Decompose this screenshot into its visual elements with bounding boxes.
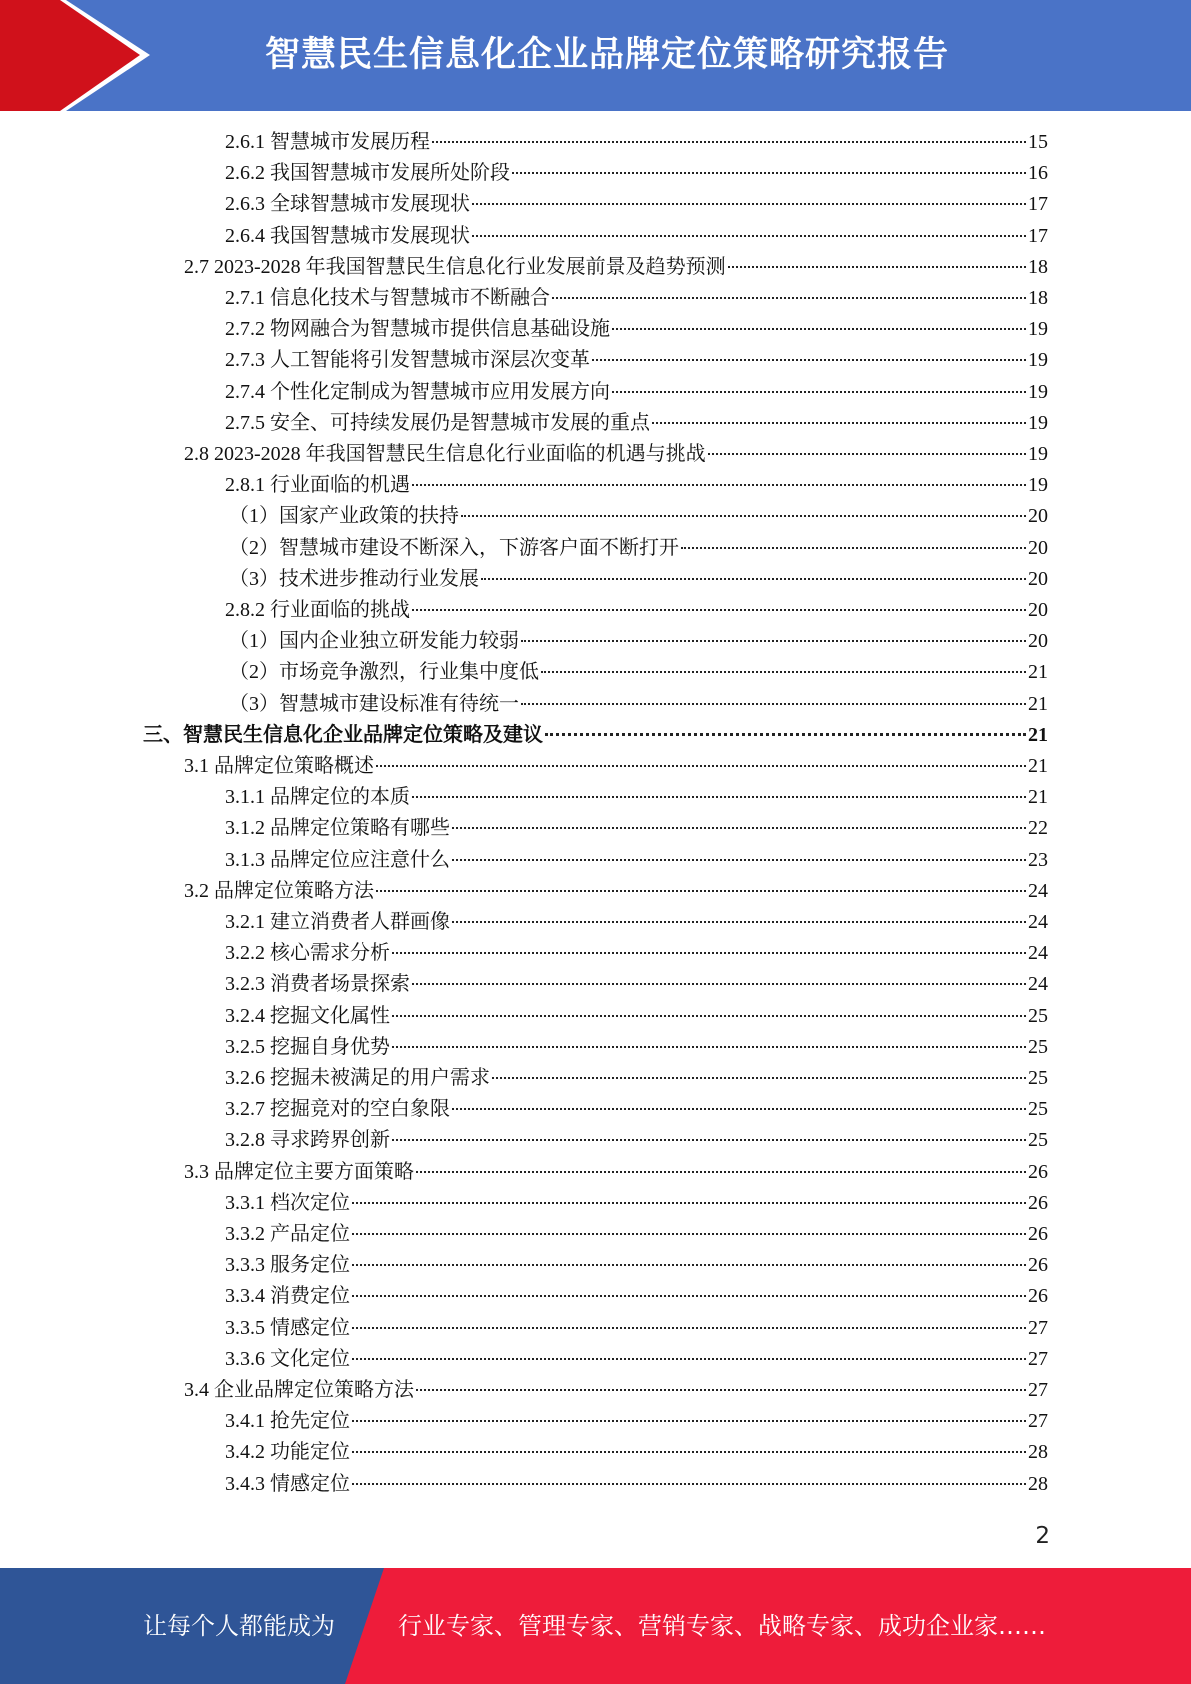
toc-entry[interactable] [229,657,1048,688]
toc-entry-title: （1）国内企业独立研发能力较弱 [229,630,519,653]
page-footer [0,1568,1191,1684]
toc-entry[interactable] [225,221,1048,252]
toc-entry-page: 20 [1028,630,1048,653]
toc-dot-leader [352,1202,1026,1204]
toc-entry-page: 25 [1028,1035,1048,1058]
toc-entry[interactable] [225,1001,1048,1032]
toc-entry[interactable] [225,408,1048,439]
toc-entry-page: 19 [1028,318,1048,341]
toc-dot-leader [392,952,1026,954]
toc-dot-leader [708,453,1026,455]
toc-entry-title: 三、智慧民生信息化企业品牌定位策略及建议 [143,723,543,746]
toc-entry-page: 25 [1028,1067,1048,1089]
toc-entry-title: 3.2.4 挖掘文化属性 [225,1004,390,1027]
toc-entry-page: 15 [1028,131,1048,153]
toc-entry-page: 18 [1028,287,1048,309]
toc-entry[interactable] [225,1313,1048,1344]
toc-dot-leader [545,733,1026,736]
toc-dot-leader [452,1108,1026,1110]
toc-dot-leader [352,1295,1026,1297]
toc-entry-title: （2）市场竞争激烈，行业集中度低 [229,661,539,684]
toc-entry[interactable] [225,845,1048,876]
toc-entry-page: 26 [1028,1285,1048,1308]
toc-entry[interactable] [229,689,1048,720]
toc-entry-page: 26 [1028,1223,1048,1245]
toc-dot-leader [452,827,1026,829]
toc-entry-title: 3.4 企业品牌定位策略方法 [184,1379,414,1401]
toc-dot-leader [521,703,1026,705]
toc-entry-title: 2.8.1 行业面临的机遇 [225,474,410,497]
toc-dot-leader [521,640,1026,642]
toc-dot-leader [412,796,1026,798]
toc-entry-page: 21 [1028,723,1048,746]
toc-entry-title: 3.2.3 消费者场景探索 [225,973,410,996]
toc-entry[interactable] [225,470,1048,501]
toc-dot-leader [392,1046,1026,1048]
toc-entry-page: 20 [1028,599,1048,621]
toc-entry[interactable] [225,127,1048,158]
toc-entry-page: 17 [1028,193,1048,216]
toc-dot-leader [552,297,1026,299]
toc-entry-page: 25 [1028,1098,1048,1121]
toc-entry-title: 3.3.3 服务定位 [225,1254,350,1277]
toc-entry-page: 21 [1028,661,1048,684]
toc-entry[interactable] [229,533,1048,564]
toc-entry-page: 20 [1028,505,1048,528]
toc-entry-title: 3.2.5 挖掘自身优势 [225,1035,390,1058]
toc-entry[interactable] [184,876,1048,907]
toc-entry-page: 19 [1028,443,1048,465]
toc-dot-leader [481,578,1026,580]
toc-entry[interactable] [225,1281,1048,1312]
toc-entry[interactable] [225,1469,1048,1500]
toc-entry-page: 27 [1028,1410,1048,1433]
toc-entry-title: 3.3.6 文化定位 [225,1347,350,1370]
toc-entry[interactable] [229,626,1048,657]
toc-entry-page: 18 [1028,255,1048,278]
toc-entry-page: 22 [1028,817,1048,840]
toc-entry-title: 3.2.1 建立消费者人群画像 [225,911,450,933]
toc-entry[interactable] [184,751,1048,782]
toc-entry[interactable] [225,813,1048,844]
toc-entry[interactable] [225,1032,1048,1063]
toc-entry[interactable] [225,938,1048,969]
toc-entry[interactable] [184,1157,1048,1188]
toc-dot-leader [352,1233,1026,1235]
toc-entry[interactable] [143,720,1048,751]
toc-entry-title: 3.3.5 情感定位 [225,1316,350,1339]
toc-dot-leader [376,765,1026,767]
toc-entry-page: 19 [1028,349,1048,372]
toc-entry[interactable] [225,158,1048,189]
toc-entry-title: 3.1.2 品牌定位策略有哪些 [225,817,450,840]
toc-entry-title: 3.1 品牌定位策略概述 [184,755,374,777]
toc-entry[interactable] [225,377,1048,408]
toc-entry-page: 27 [1028,1347,1048,1370]
toc-dot-leader [392,1015,1026,1017]
toc-entry[interactable] [225,1406,1048,1437]
toc-entry-page: 21 [1028,692,1048,715]
toc-dot-leader [681,547,1026,549]
toc-dot-leader [352,1358,1026,1360]
toc-entry-page: 19 [1028,380,1048,403]
toc-dot-leader [452,921,1026,923]
toc-entry[interactable] [225,1125,1048,1156]
page-header [0,0,1191,111]
toc-entry-page: 20 [1028,536,1048,559]
toc-entry-title: 2.6.3 全球智慧城市发展现状 [225,193,470,216]
toc-entry-page: 24 [1028,942,1048,965]
toc-entry[interactable] [229,501,1048,532]
toc-entry-title: 2.8 2023-2028 年我国智慧民生信息化行业面临的机遇与挑战 [184,443,706,465]
toc-entry-title: 2.7.5 安全、可持续发展仍是智慧城市发展的重点 [225,411,650,434]
toc-dot-leader [592,359,1026,361]
toc-entry-page: 27 [1028,1379,1048,1401]
toc-entry[interactable] [225,1344,1048,1375]
toc-dot-leader [416,1171,1026,1173]
toc-entry[interactable] [225,283,1048,314]
toc-entry-page: 27 [1028,1316,1048,1339]
toc-entry-page: 23 [1028,848,1048,871]
toc-entry-page: 28 [1028,1441,1048,1464]
toc-entry[interactable] [184,252,1048,283]
toc-dot-leader [352,1327,1026,1329]
toc-dot-leader [541,671,1026,673]
toc-dot-leader [612,391,1026,393]
toc-entry[interactable] [184,1375,1048,1406]
toc-entry[interactable] [225,1250,1048,1281]
header-title: 智慧民生信息化企业品牌定位策略研究报告 [265,35,950,75]
toc-entry-title: 2.7.1 信息化技术与智慧城市不断融合 [225,287,550,309]
footer-slogan-right: 行业专家、管理专家、营销专家、战略专家、成功企业家…… [398,1612,1046,1640]
toc-entry[interactable] [229,564,1048,595]
toc-entry-title: 3.1.1 品牌定位的本质 [225,786,410,809]
toc-entry-page: 17 [1028,224,1048,247]
toc-entry-title: 3.2 品牌定位策略方法 [184,879,374,902]
toc-dot-leader [461,515,1026,517]
toc-entry[interactable] [225,1063,1048,1094]
toc-dot-leader [652,422,1026,424]
toc-dot-leader [376,890,1026,892]
toc-entry-title: 3.2.2 核心需求分析 [225,942,390,965]
toc-entry-title: （1）国家产业政策的扶持 [229,505,459,528]
toc-dot-leader [352,1420,1026,1422]
toc-entry-page: 20 [1028,567,1048,590]
toc-entry-page: 26 [1028,1160,1048,1183]
toc-entry-title: 3.3.2 产品定位 [225,1223,350,1245]
toc-entry-title: 3.2.8 寻求跨界创新 [225,1129,390,1152]
toc-dot-leader [432,141,1026,143]
toc-entry[interactable] [225,907,1048,938]
toc-entry[interactable] [184,439,1048,470]
toc-entry-title: 3.3.4 消费定位 [225,1285,350,1308]
toc-entry-page: 16 [1028,162,1048,185]
toc-entry-page: 24 [1028,911,1048,933]
toc-entry-title: 2.7.2 物网融合为智慧城市提供信息基础设施 [225,318,610,341]
toc-entry-page: 21 [1028,755,1048,777]
toc-dot-leader [352,1483,1026,1485]
toc-entry-title: （2）智慧城市建设不断深入，下游客户面不断打开 [229,536,679,559]
toc-dot-leader [472,235,1026,237]
toc-dot-leader [412,983,1026,985]
toc-entry[interactable] [225,782,1048,813]
toc-entry[interactable] [225,189,1048,220]
toc-entry-title: 2.7.3 人工智能将引发智慧城市深层次变革 [225,349,590,372]
toc-entry-title: 3.2.6 挖掘未被满足的用户需求 [225,1067,490,1089]
toc-entry-page: 26 [1028,1254,1048,1277]
toc-dot-leader [412,609,1026,611]
toc-entry-title: 2.7.4 个性化定制成为智慧城市应用发展方向 [225,380,610,403]
toc-entry-title: 2.6.2 我国智慧城市发展所处阶段 [225,162,510,185]
toc-entry-title: 3.4.2 功能定位 [225,1441,350,1464]
toc-entry[interactable] [225,1188,1048,1219]
toc-entry-title: 2.6.4 我国智慧城市发展现状 [225,224,470,247]
toc-entry[interactable] [225,595,1048,626]
page-number: 2 [1035,1523,1050,1549]
toc-entry-title: 3.4.1 抢先定位 [225,1410,350,1433]
toc-dot-leader [472,203,1026,205]
toc-entry-title: 3.1.3 品牌定位应注意什么 [225,848,450,871]
toc-entry-page: 24 [1028,879,1048,902]
toc-dot-leader [352,1264,1026,1266]
toc-entry-page: 25 [1028,1129,1048,1152]
toc-entry-page: 19 [1028,411,1048,434]
toc-dot-leader [728,266,1026,268]
toc-dot-leader [492,1077,1026,1079]
toc-dot-leader [392,1139,1026,1141]
toc-entry-page: 28 [1028,1472,1048,1495]
toc-entry-title: 2.6.1 智慧城市发展历程 [225,131,430,153]
toc-dot-leader [416,1389,1026,1391]
toc-entry-title: 3.3.1 档次定位 [225,1191,350,1214]
toc-entry-title: 2.7 2023-2028 年我国智慧民生信息化行业发展前景及趋势预测 [184,255,726,278]
toc-entry-title: 2.8.2 行业面临的挑战 [225,599,410,621]
toc-dot-leader [352,1451,1026,1453]
toc-entry[interactable] [225,1437,1048,1468]
toc-entry-page: 25 [1028,1004,1048,1027]
toc-entry[interactable] [225,969,1048,1000]
toc-entry[interactable] [225,1219,1048,1250]
toc-entry[interactable] [225,345,1048,376]
toc-entry-page: 19 [1028,474,1048,497]
toc-entry[interactable] [225,1094,1048,1125]
toc-entry-title: 3.3 品牌定位主要方面策略 [184,1160,414,1183]
toc-entry-title: （3）技术进步推动行业发展 [229,567,479,590]
footer-slogan-left: 让每个人都能成为 [143,1612,335,1640]
toc-entry[interactable] [225,314,1048,345]
toc-entry-title: （3）智慧城市建设标准有待统一 [229,692,519,715]
toc-entry-title: 3.4.3 情感定位 [225,1472,350,1495]
toc-dot-leader [412,484,1026,486]
toc-dot-leader [512,172,1026,174]
toc-dot-leader [612,328,1026,330]
toc-entry-page: 26 [1028,1191,1048,1214]
toc-entry-page: 24 [1028,973,1048,996]
toc-dot-leader [452,859,1026,861]
toc-entry-title: 3.2.7 挖掘竞对的空白象限 [225,1098,450,1121]
toc-entry-page: 21 [1028,786,1048,809]
